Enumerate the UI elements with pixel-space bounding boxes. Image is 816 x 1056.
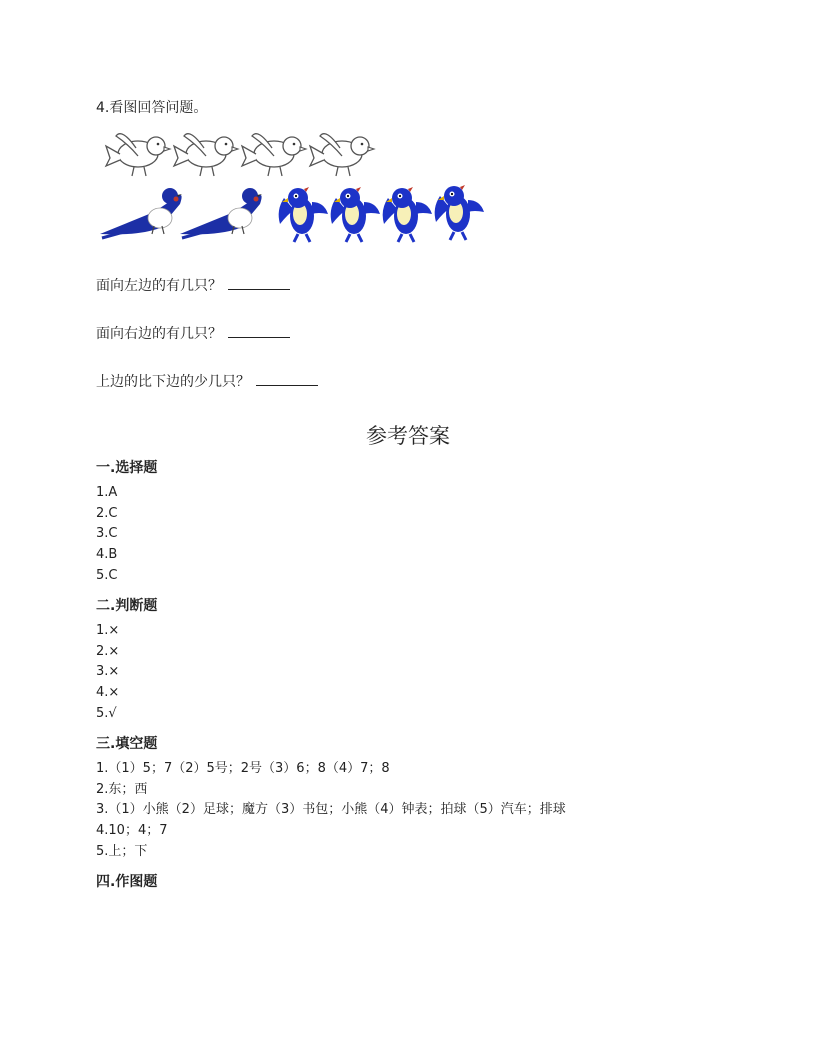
answer-item: 5.上；下	[96, 843, 148, 859]
answer-item: 1.×	[96, 623, 120, 638]
answer-list-choice	[96, 483, 117, 587]
question-ask-right	[96, 323, 290, 343]
answer-blank[interactable]	[256, 384, 318, 386]
answer-item: 4.10；4；7	[96, 823, 168, 839]
question-ask-right-text: 面向右边的有几只？	[96, 326, 222, 342]
answer-item: 1.A	[96, 485, 118, 500]
answer-blank[interactable]	[228, 288, 290, 290]
section-heading-judge: 二.判断题	[96, 598, 158, 614]
answer-item: 3.×	[96, 664, 120, 680]
question-ask-left-text: 面向左边的有几只？	[96, 278, 222, 294]
answer-item: 3.C	[96, 526, 118, 542]
question-title: 4.看图回答问题。	[96, 100, 208, 116]
question-ask-difference	[96, 371, 318, 391]
answer-list-judge	[96, 621, 119, 725]
section-heading-fill: 三.填空题	[96, 736, 158, 752]
answer-list-fill	[96, 759, 566, 863]
answers-title: 参考答案	[366, 424, 450, 448]
answer-item: 2.×	[96, 643, 120, 659]
section-heading-choice: 一.选择题	[96, 460, 158, 476]
answer-item: 4.B	[96, 547, 118, 563]
answer-item: 1.（1）5；7（2）5号；2号（3）6；8（4）7；8	[96, 761, 390, 776]
answer-item: 5.C	[96, 567, 118, 583]
answer-item: 5.√	[96, 705, 117, 721]
section-heading-drawing: 四.作图题	[96, 874, 158, 890]
answer-blank[interactable]	[228, 336, 290, 338]
question-ask-difference-text: 上边的比下边的少几只？	[96, 374, 250, 390]
answer-item: 2.东；西	[96, 781, 148, 797]
birds-illustration	[96, 122, 486, 246]
answer-item: 2.C	[96, 505, 118, 521]
answer-item: 3.（1）小熊（2）足球；魔方（3）书包；小熊（4）钟表；拍球（5）汽车；排球	[96, 802, 566, 818]
answer-item: 4.×	[96, 685, 120, 701]
question-ask-left	[96, 275, 290, 295]
